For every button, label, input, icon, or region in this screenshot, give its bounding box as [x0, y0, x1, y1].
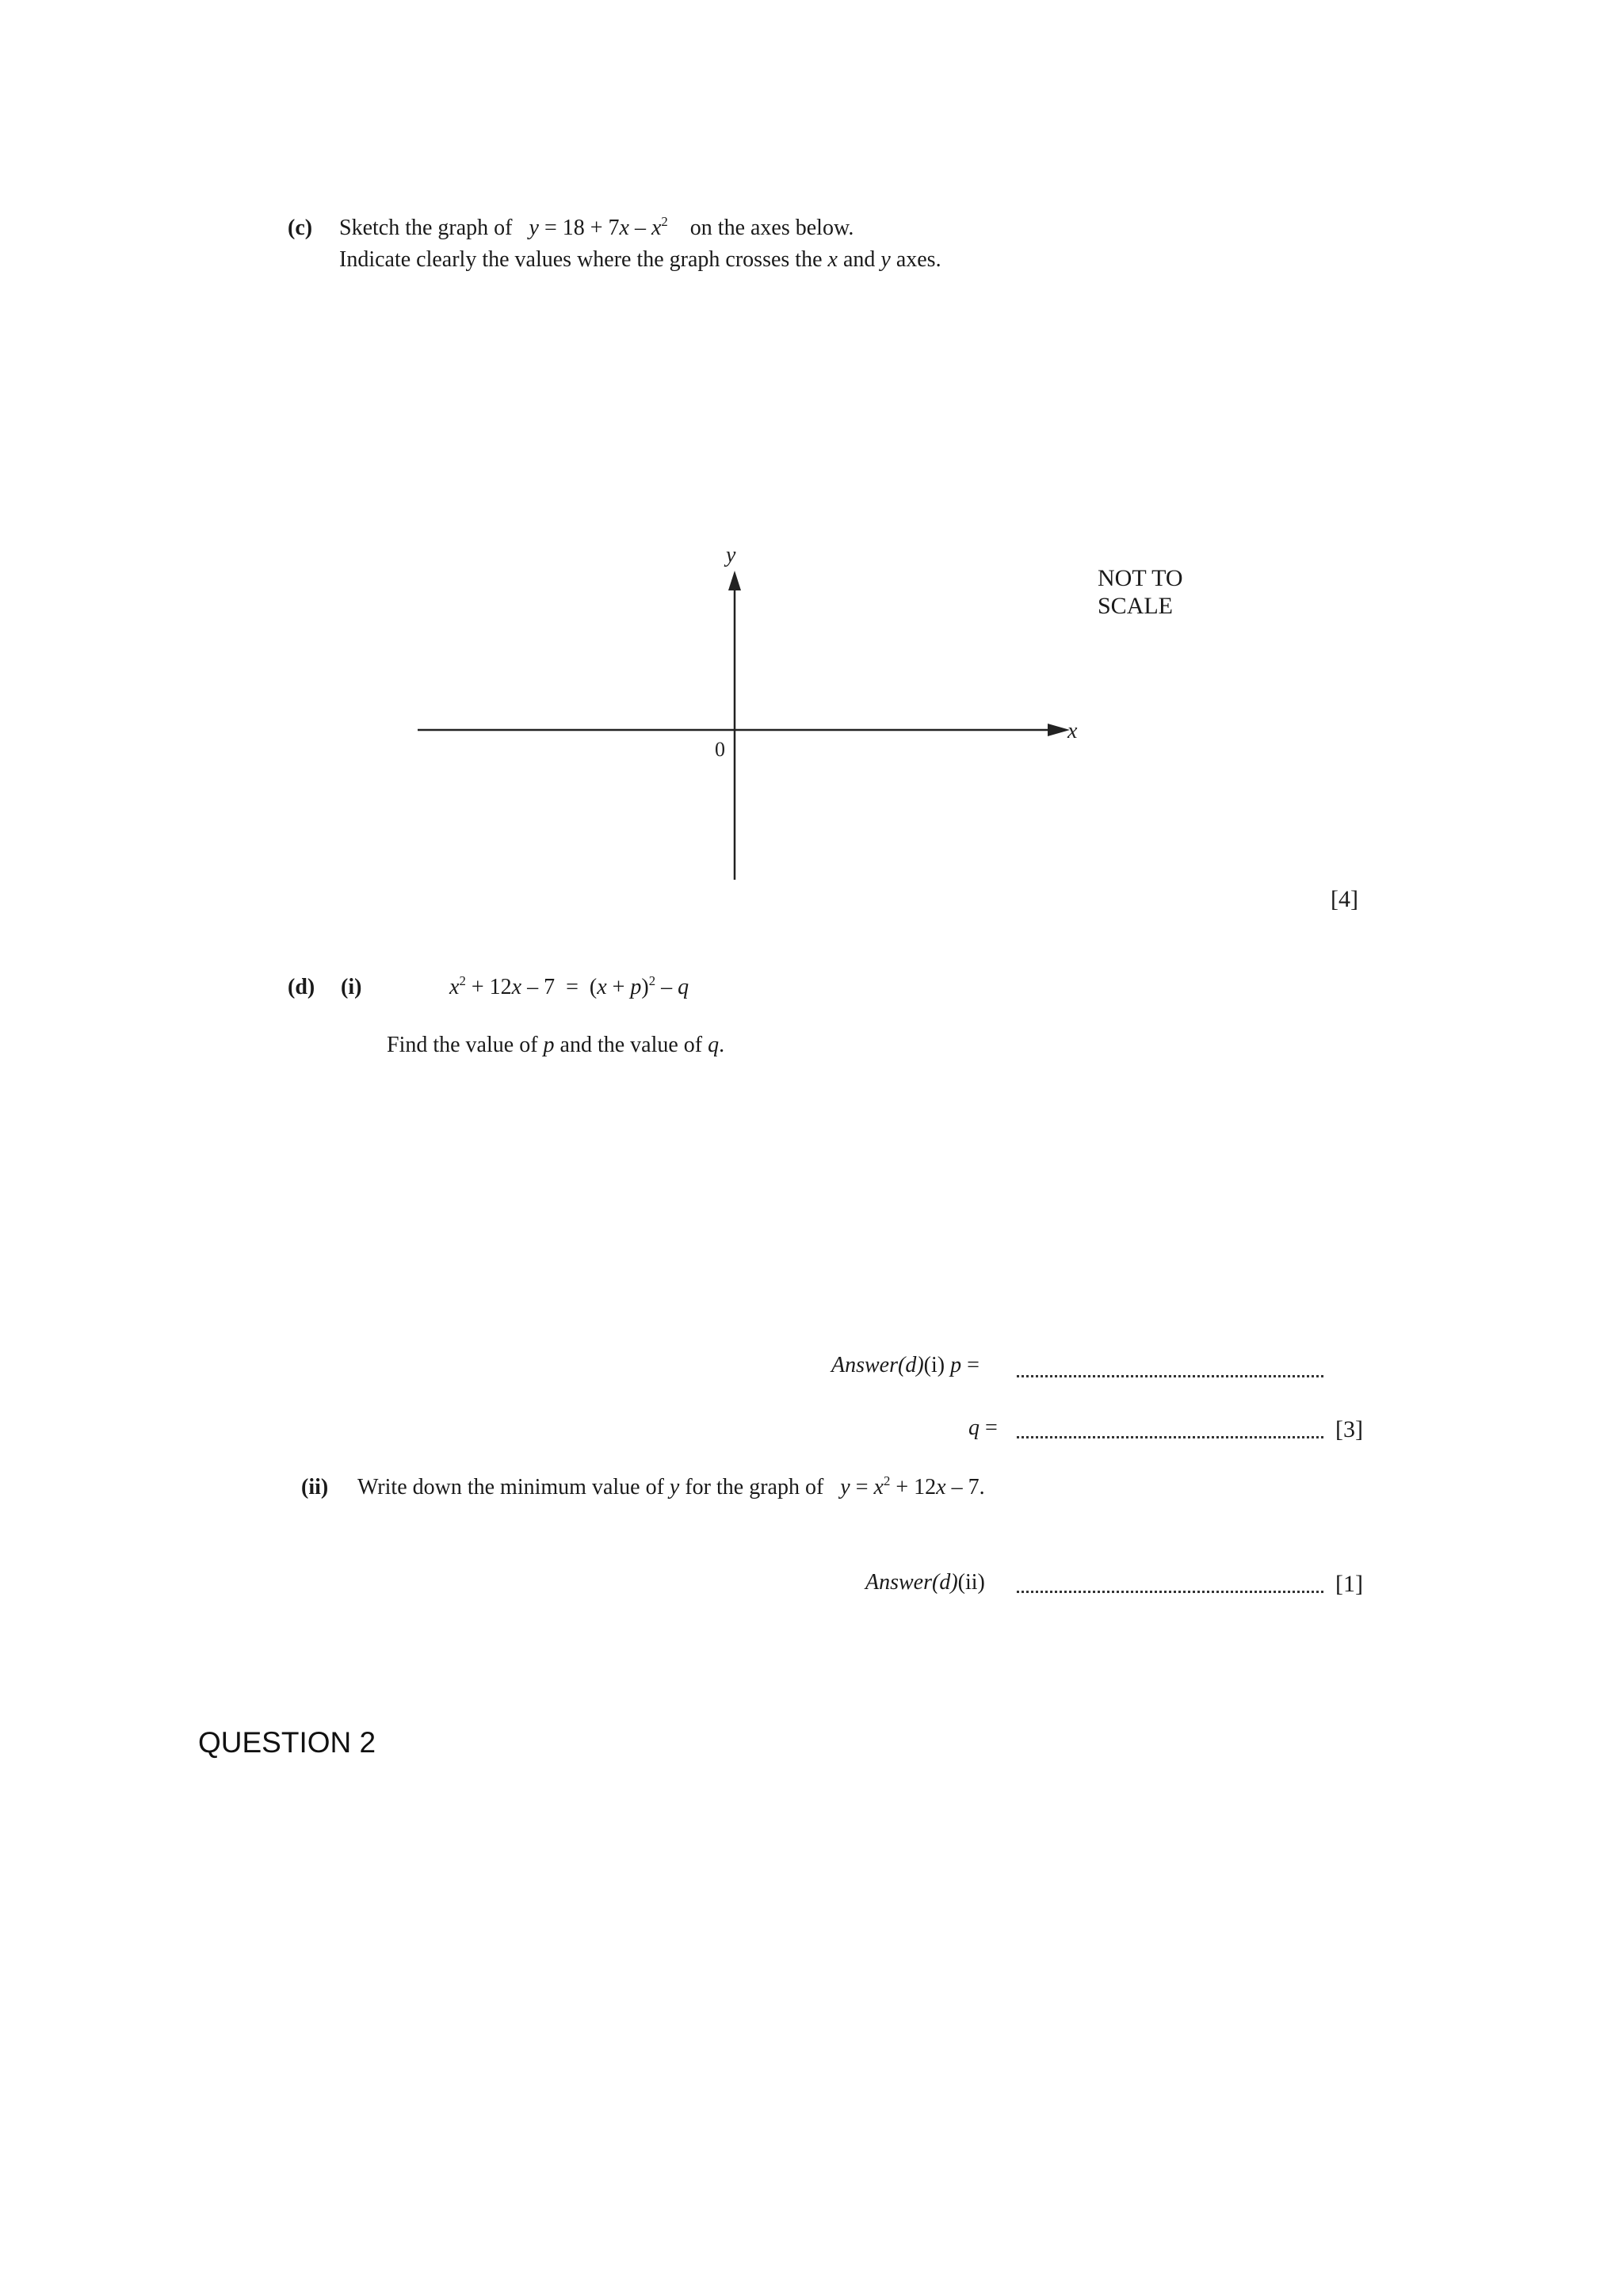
eq-exponent: 2	[648, 973, 656, 989]
part-c-line1-tail: on the axes below.	[689, 216, 854, 240]
var-q: q	[968, 1415, 980, 1440]
eq-var-x: x	[597, 975, 607, 999]
part-d-i-label: (i)	[341, 975, 362, 999]
answer-d-i-q-label	[968, 1417, 998, 1439]
eq-part: –	[628, 216, 651, 240]
text: .	[719, 1033, 725, 1057]
eq-part: – 7 = (	[521, 975, 598, 999]
eq-part: =	[850, 1475, 874, 1499]
answer-d-i-q-field[interactable]	[1017, 1436, 1323, 1438]
text: and	[837, 247, 881, 272]
eq-var-x: x	[511, 975, 522, 999]
text: =	[961, 1353, 980, 1377]
text: Write down the minimum value of	[357, 1475, 670, 1499]
part-d-ii-marks: [1]	[1335, 1571, 1363, 1597]
x-axis-label: x	[1067, 719, 1078, 743]
eq-exponent: 2	[883, 1473, 891, 1489]
answer-label: Answer(d)	[865, 1570, 958, 1595]
eq-exponent: 2	[661, 214, 668, 230]
y-axis-label: y	[726, 543, 736, 567]
part-d-ii-label: (ii)	[301, 1475, 329, 1499]
var-q: q	[708, 1033, 720, 1057]
var-p: p	[543, 1033, 555, 1057]
var-y: y	[880, 247, 891, 272]
part-c-label: (c)	[288, 216, 313, 240]
part-d-i-instruction	[387, 1034, 724, 1056]
answer-d-ii-field[interactable]	[1017, 1591, 1323, 1593]
eq-part: + 12	[465, 975, 512, 999]
text: Indicate clearly the values where the graph crosses the	[339, 247, 828, 272]
eq-part: –	[655, 975, 678, 999]
var-y: y	[669, 1475, 680, 1499]
eq-var-x: x	[651, 216, 662, 240]
eq-var-p: p	[630, 975, 642, 999]
answer-d-i-p-field[interactable]	[1017, 1375, 1323, 1377]
answer-d-ii-label	[865, 1572, 985, 1594]
text: axes.	[890, 247, 941, 272]
var-x: x	[827, 247, 838, 272]
part-d-ii-instruction	[357, 1473, 985, 1499]
not-to-scale-note-line1: NOT TO	[1098, 565, 1183, 591]
eq-part: – 7.	[945, 1475, 985, 1499]
answer-label: Answer(d)	[831, 1353, 924, 1377]
y-axis-arrow-icon	[728, 571, 741, 590]
question-2-heading: QUESTION 2	[198, 1726, 376, 1759]
text: for the graph of	[679, 1475, 824, 1499]
part-d-label: (d)	[288, 975, 315, 999]
answer-sub: (i)	[923, 1353, 951, 1377]
var-p: p	[950, 1353, 962, 1377]
eq-part: +	[606, 975, 631, 999]
part-d-i-equation	[449, 973, 689, 999]
eq-var-q: q	[678, 975, 689, 999]
answer-sub: (ii)	[957, 1570, 985, 1595]
eq-var-x: x	[449, 975, 460, 999]
not-to-scale-note-line2: SCALE	[1098, 593, 1174, 619]
eq-var-x: x	[619, 216, 629, 240]
part-d-i-marks: [3]	[1335, 1416, 1363, 1442]
text: Find the value of	[387, 1033, 544, 1057]
eq-part: = 18 + 7	[538, 216, 620, 240]
eq-part: )	[641, 975, 649, 999]
eq-part: + 12	[890, 1475, 937, 1499]
eq-exponent: 2	[459, 973, 466, 989]
origin-label: 0	[715, 738, 725, 761]
answer-d-i-p-label	[831, 1354, 980, 1377]
axes-graph	[0, 0, 1623, 919]
eq-var-y: y	[840, 1475, 850, 1499]
part-c-marks: [4]	[1331, 886, 1358, 912]
x-axis-arrow-icon	[1048, 724, 1070, 736]
eq-var-x: x	[873, 1475, 884, 1499]
eq-var-y: y	[529, 216, 539, 240]
part-c-line1-text: Sketch the graph of	[339, 216, 513, 240]
text: and the value of	[554, 1033, 708, 1057]
text: =	[980, 1415, 998, 1440]
eq-var-x: x	[936, 1475, 946, 1499]
